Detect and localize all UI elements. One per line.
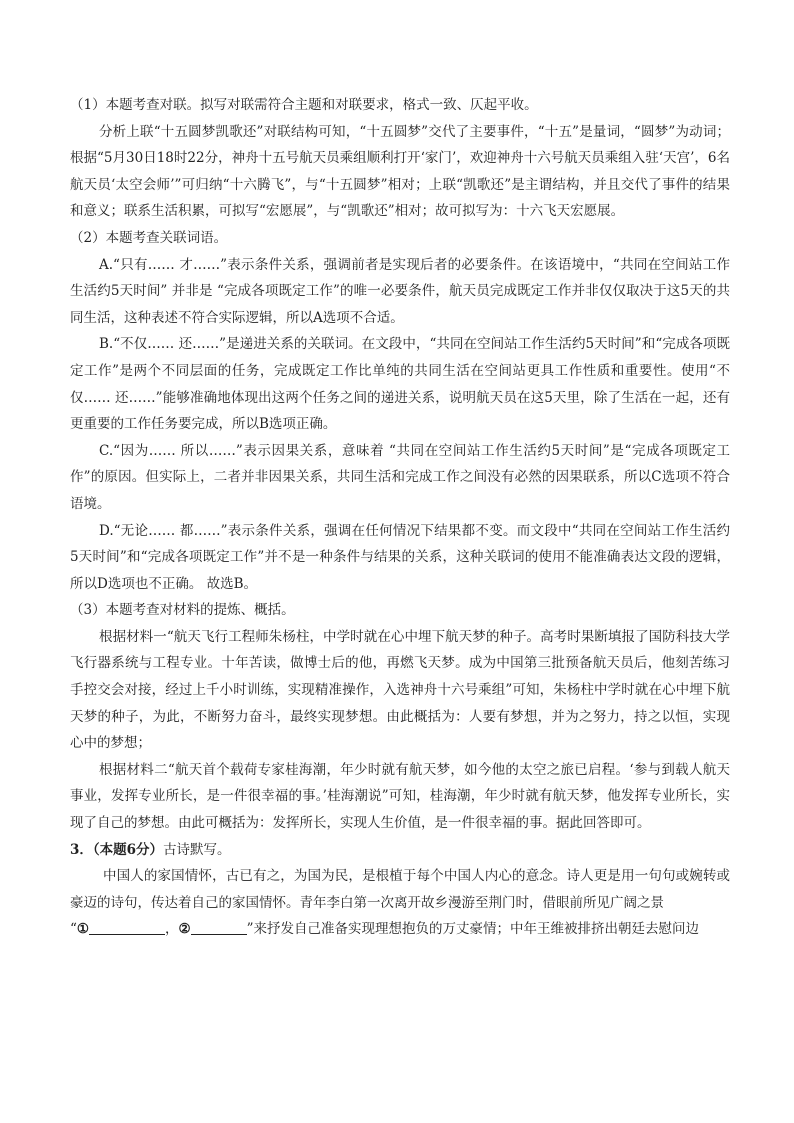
blank-separator: ， [165,921,179,938]
section-2-heading: （2）本题考查关联词语。 [70,229,228,246]
blank-2[interactable] [191,918,247,935]
open-quote: “ [70,921,77,938]
material-2-analysis: 根据材料二“航天首个载荷专家桂海潮，年少时就有航天梦，如今他的太空之旅已启程。‘参与到载人航天事业，发挥专业所长，是一件很幸福的事。’桂海潮说”可知，桂海潮，年少时就有航天梦，他发挥专业所长，实现了自己的梦想。由此可概括为：发挥所长，实现人生价值，是一件很幸福的事。据此回答即可。 [70,761,730,832]
question-3-intro: 中国人的家国情怀，古已有之，为国为民，是根植于每个中国人内心的意念。诗人更是用一句句或婉转或豪迈的诗句，传达着自己的家国情怀。青年李白第一次离开故乡漫游至荆门时，借眼前所见广阔之景 [70,868,730,911]
question-3-header [70,837,730,864]
question-3-blanks-line [70,916,730,943]
question-title: 古诗默写。 [163,841,231,858]
question-score: （本题6分） [92,841,164,858]
section-1-paragraph: 分析上联“十五圆梦凯歌还”对联结构可知，“十五圆梦”交代了主要事件，“十五”是量词，“圆梦”为动词；根据“5月30日18时22分，神舟十五号航天员乘组顺利打开‘家门’，欢迎神舟十六号航天员乘组入驻‘天宫’，6名航天员‘太空会师’”可归纳“十六腾飞”，与“十五圆梦”相对；上联“凯歌还”是主谓结构，并且交代了事件的结果和意义；联系生活积累，可拟写“宏愿展”，与“凯歌还”相对；故可拟写为：十六飞天宏愿展。 [70,123,730,220]
option-d-analysis: D.“无论…… 都……”表示条件关系，强调在任何情况下结果都不变。而文段中“共同在空间站工作生活约 5天时间”和“完成各项既定工作”并不是一种条件与结果的关系，这种关联词的使用不能准确表达文段的逻辑，所以D选项也不正确。 故选B。 [70,522,730,592]
question-3-tail: ”来抒发自己准备实现理想抱负的万丈豪情；中年王维被排挤出朝廷去慰问边 [246,921,700,938]
blank-2-marker: ② [178,921,191,938]
material-1-analysis: 根据材料一“航天飞行工程师朱杨柱，中学时就在心中埋下航天梦的种子。高考时果断填报了国防科技大学飞行器系统与工程专业。十年苦读，做博士后的他，再燃飞天梦。成为中国第三批预备航天员后，他刻苦练习手控交会对接，经过上千小时训练，实现精准操作，入选神舟十六号乘组”可知，朱杨柱中学时就在心中埋下航天梦的种子，为此，不断努力奋斗，最终实现梦想。由此概括为：人要有梦想，并为之努力，持之以恒，实现心中的梦想； [70,628,730,752]
section-3-heading: （3）本题考查对材料的提炼、概括。 [70,602,295,619]
option-c-analysis: C.“因为…… 所以……”表示因果关系，意味着 “共同在空间站工作生活约5天时间”是“完成各项既定工作”的原因。但实际上，二者并非因果关系，共同生活和完成工作之间没有必然的因果联系，所以C选项不符合语境。 [70,442,730,512]
option-b-analysis: B.“不仅…… 还……”是递进关系的关联词。在文段中，“共同在空间站工作生活约5天时间”和“完成各项既定工作”是两个不同层面的任务，完成既定工作比单纯的共同生活在空间站更具工作性质和重要性。使用“不仅…… 还……”能够准确地体现出这两个任务之间的递进关系，说明航天员在这5天里，除了生活在一起，还有更重要的工作任务要完成，所以B选项正确。 [70,336,730,433]
question-number: 3． [70,841,93,858]
blank-1-marker: ① [76,921,90,938]
answer-analysis [70,92,730,943]
blank-1[interactable] [89,918,165,935]
option-a-analysis: A.“只有…… 才……”表示条件关系，强调前者是实现后者的必要条件。在该语境中，“共同在空间站工作生活约5天时间” 并非是 “完成各项既定工作”的唯一必要条件，航天员完成既定工作并非仅仅取决于这5天的共同生活，这种表述不符合实际逻辑，所以A选项不合适。 [70,256,730,326]
section-1-heading: （1）本题考查对联。拟写对联需符合主题和对联要求，格式一致、仄起平收。 [70,97,538,113]
